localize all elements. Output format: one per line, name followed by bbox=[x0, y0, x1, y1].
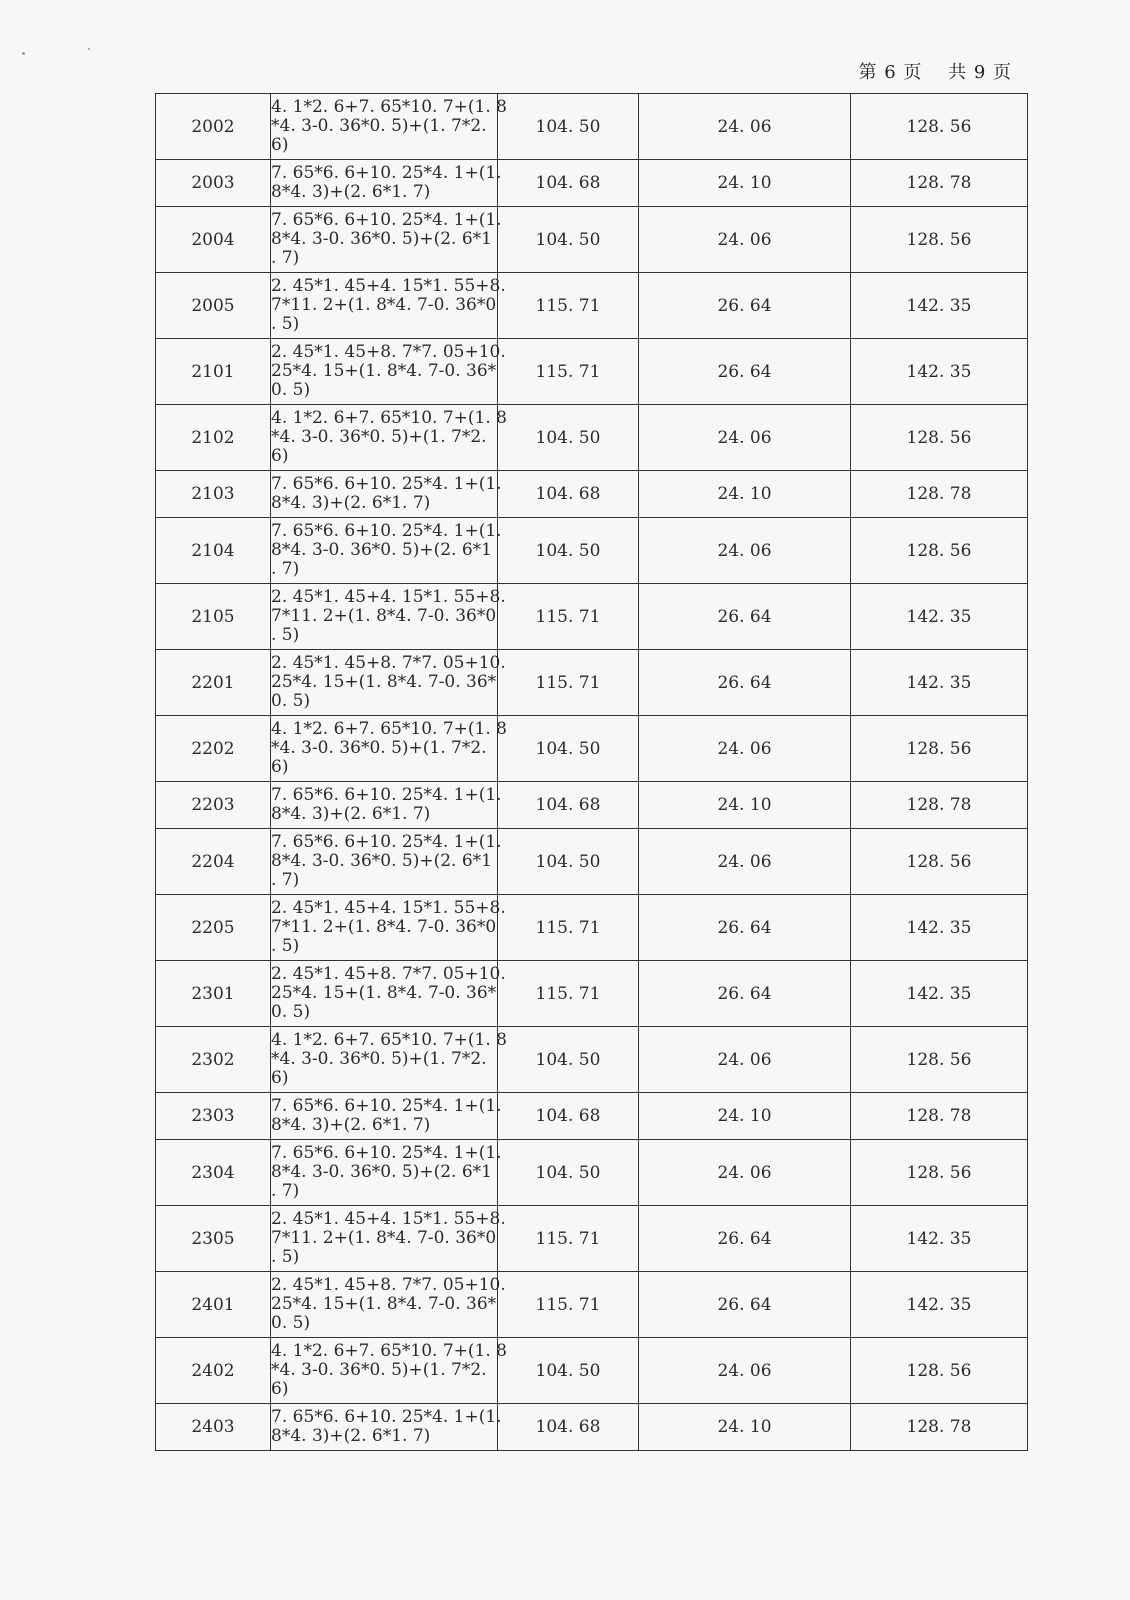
area-formula-cell: 7. 65*6. 6+10. 25*4. 1+(1. 8*4. 3)+(2. 6*1. 7) bbox=[271, 1404, 498, 1451]
area-formula-cell: 2. 45*1. 45+4. 15*1. 55+8. 7*11. 2+(1. 8*4. 7-0. 36*0 . 5) bbox=[271, 273, 498, 339]
shared-area-cell: 24. 06 bbox=[639, 94, 851, 160]
area-formula-cell: 7. 65*6. 6+10. 25*4. 1+(1. 8*4. 3-0. 36*0. 5)+(2. 6*1 . 7) bbox=[271, 207, 498, 273]
total-area-cell: 128. 56 bbox=[851, 829, 1028, 895]
shared-area-cell: 24. 06 bbox=[639, 1140, 851, 1206]
shared-area-cell: 24. 06 bbox=[639, 1027, 851, 1093]
total-area-cell: 142. 35 bbox=[851, 895, 1028, 961]
room-number-cell: 2302 bbox=[156, 1027, 271, 1093]
room-number-cell: 2102 bbox=[156, 405, 271, 471]
shared-area-cell: 24. 06 bbox=[639, 1338, 851, 1404]
area-value-cell: 104. 50 bbox=[498, 207, 639, 273]
table-row bbox=[156, 829, 1028, 895]
area-value-cell: 104. 50 bbox=[498, 1338, 639, 1404]
room-number-cell: 2303 bbox=[156, 1093, 271, 1140]
area-formula-cell: 7. 65*6. 6+10. 25*4. 1+(1. 8*4. 3)+(2. 6*1. 7) bbox=[271, 160, 498, 207]
room-number-cell: 2301 bbox=[156, 961, 271, 1027]
shared-area-cell: 26. 64 bbox=[639, 584, 851, 650]
area-formula-cell: 7. 65*6. 6+10. 25*4. 1+(1. 8*4. 3)+(2. 6*1. 7) bbox=[271, 1093, 498, 1140]
area-formula-cell: 7. 65*6. 6+10. 25*4. 1+(1. 8*4. 3)+(2. 6*1. 7) bbox=[271, 782, 498, 829]
area-value-cell: 104. 50 bbox=[498, 94, 639, 160]
area-value-cell: 104. 50 bbox=[498, 829, 639, 895]
total-area-cell: 128. 78 bbox=[851, 471, 1028, 518]
area-formula-cell: 7. 65*6. 6+10. 25*4. 1+(1. 8*4. 3-0. 36*0. 5)+(2. 6*1 . 7) bbox=[271, 829, 498, 895]
area-formula-cell: 7. 65*6. 6+10. 25*4. 1+(1. 8*4. 3-0. 36*0. 5)+(2. 6*1 . 7) bbox=[271, 1140, 498, 1206]
room-number-cell: 2003 bbox=[156, 160, 271, 207]
total-area-cell: 128. 56 bbox=[851, 1338, 1028, 1404]
room-number-cell: 2403 bbox=[156, 1404, 271, 1451]
table-row bbox=[156, 584, 1028, 650]
total-area-cell: 142. 35 bbox=[851, 650, 1028, 716]
room-number-cell: 2401 bbox=[156, 1272, 271, 1338]
total-area-cell: 128. 78 bbox=[851, 782, 1028, 829]
table-row bbox=[156, 1093, 1028, 1140]
table-row bbox=[156, 1140, 1028, 1206]
scan-speck bbox=[88, 48, 90, 50]
table-row bbox=[156, 207, 1028, 273]
total-area-cell: 128. 56 bbox=[851, 518, 1028, 584]
area-value-cell: 104. 68 bbox=[498, 160, 639, 207]
area-value-cell: 104. 68 bbox=[498, 471, 639, 518]
table-row bbox=[156, 782, 1028, 829]
table-row bbox=[156, 961, 1028, 1027]
area-formula-cell: 4. 1*2. 6+7. 65*10. 7+(1. 8 *4. 3-0. 36*0. 5)+(1. 7*2. 6) bbox=[271, 1027, 498, 1093]
shared-area-cell: 24. 10 bbox=[639, 782, 851, 829]
room-number-cell: 2104 bbox=[156, 518, 271, 584]
area-formula-cell: 4. 1*2. 6+7. 65*10. 7+(1. 8 *4. 3-0. 36*0. 5)+(1. 7*2. 6) bbox=[271, 1338, 498, 1404]
room-number-cell: 2004 bbox=[156, 207, 271, 273]
shared-area-cell: 24. 06 bbox=[639, 829, 851, 895]
table-row bbox=[156, 94, 1028, 160]
room-number-cell: 2005 bbox=[156, 273, 271, 339]
area-value-cell: 104. 50 bbox=[498, 716, 639, 782]
total-area-cell: 128. 78 bbox=[851, 160, 1028, 207]
area-formula-cell: 2. 45*1. 45+8. 7*7. 05+10. 25*4. 15+(1. 8*4. 7-0. 36* 0. 5) bbox=[271, 650, 498, 716]
area-value-cell: 115. 71 bbox=[498, 1272, 639, 1338]
room-number-cell: 2105 bbox=[156, 584, 271, 650]
shared-area-cell: 26. 64 bbox=[639, 273, 851, 339]
shared-area-cell: 24. 10 bbox=[639, 1093, 851, 1140]
shared-area-cell: 26. 64 bbox=[639, 339, 851, 405]
area-value-cell: 104. 50 bbox=[498, 518, 639, 584]
room-number-cell: 2203 bbox=[156, 782, 271, 829]
room-number-cell: 2002 bbox=[156, 94, 271, 160]
area-value-cell: 115. 71 bbox=[498, 339, 639, 405]
room-number-cell: 2103 bbox=[156, 471, 271, 518]
room-number-cell: 2204 bbox=[156, 829, 271, 895]
area-value-cell: 115. 71 bbox=[498, 1206, 639, 1272]
area-value-cell: 104. 68 bbox=[498, 782, 639, 829]
area-formula-cell: 7. 65*6. 6+10. 25*4. 1+(1. 8*4. 3)+(2. 6*1. 7) bbox=[271, 471, 498, 518]
table-row bbox=[156, 1206, 1028, 1272]
shared-area-cell: 24. 06 bbox=[639, 207, 851, 273]
shared-area-cell: 24. 06 bbox=[639, 716, 851, 782]
scan-speck bbox=[22, 52, 25, 55]
area-formula-cell: 2. 45*1. 45+8. 7*7. 05+10. 25*4. 15+(1. 8*4. 7-0. 36* 0. 5) bbox=[271, 339, 498, 405]
table-row bbox=[156, 716, 1028, 782]
total-area-cell: 128. 56 bbox=[851, 207, 1028, 273]
table-row bbox=[156, 1027, 1028, 1093]
area-value-cell: 104. 68 bbox=[498, 1093, 639, 1140]
shared-area-cell: 26. 64 bbox=[639, 895, 851, 961]
area-formula-cell: 4. 1*2. 6+7. 65*10. 7+(1. 8 *4. 3-0. 36*0. 5)+(1. 7*2. 6) bbox=[271, 94, 498, 160]
total-area-cell: 128. 56 bbox=[851, 94, 1028, 160]
room-number-cell: 2205 bbox=[156, 895, 271, 961]
area-value-cell: 115. 71 bbox=[498, 584, 639, 650]
total-area-cell: 142. 35 bbox=[851, 961, 1028, 1027]
area-formula-cell: 2. 45*1. 45+4. 15*1. 55+8. 7*11. 2+(1. 8*4. 7-0. 36*0 . 5) bbox=[271, 895, 498, 961]
shared-area-cell: 24. 06 bbox=[639, 518, 851, 584]
room-number-cell: 2305 bbox=[156, 1206, 271, 1272]
total-area-cell: 128. 78 bbox=[851, 1093, 1028, 1140]
total-area-cell: 142. 35 bbox=[851, 1206, 1028, 1272]
area-formula-cell: 2. 45*1. 45+8. 7*7. 05+10. 25*4. 15+(1. 8*4. 7-0. 36* 0. 5) bbox=[271, 1272, 498, 1338]
table-row bbox=[156, 1272, 1028, 1338]
area-table bbox=[155, 93, 1028, 1451]
total-area-cell: 128. 56 bbox=[851, 1027, 1028, 1093]
shared-area-cell: 26. 64 bbox=[639, 1272, 851, 1338]
table-row bbox=[156, 895, 1028, 961]
area-value-cell: 115. 71 bbox=[498, 273, 639, 339]
room-number-cell: 2202 bbox=[156, 716, 271, 782]
total-area-cell: 142. 35 bbox=[851, 1272, 1028, 1338]
area-value-cell: 115. 71 bbox=[498, 650, 639, 716]
area-formula-cell: 4. 1*2. 6+7. 65*10. 7+(1. 8 *4. 3-0. 36*0. 5)+(1. 7*2. 6) bbox=[271, 716, 498, 782]
shared-area-cell: 24. 10 bbox=[639, 1404, 851, 1451]
total-area-cell: 128. 56 bbox=[851, 405, 1028, 471]
shared-area-cell: 26. 64 bbox=[639, 961, 851, 1027]
area-formula-cell: 2. 45*1. 45+4. 15*1. 55+8. 7*11. 2+(1. 8*4. 7-0. 36*0 . 5) bbox=[271, 1206, 498, 1272]
table-row bbox=[156, 650, 1028, 716]
room-number-cell: 2402 bbox=[156, 1338, 271, 1404]
shared-area-cell: 26. 64 bbox=[639, 1206, 851, 1272]
table-row bbox=[156, 273, 1028, 339]
area-table-body bbox=[156, 94, 1028, 1451]
area-value-cell: 104. 50 bbox=[498, 405, 639, 471]
table-row bbox=[156, 160, 1028, 207]
area-formula-cell: 7. 65*6. 6+10. 25*4. 1+(1. 8*4. 3-0. 36*0. 5)+(2. 6*1 . 7) bbox=[271, 518, 498, 584]
shared-area-cell: 24. 10 bbox=[639, 471, 851, 518]
total-area-cell: 142. 35 bbox=[851, 584, 1028, 650]
table-row bbox=[156, 405, 1028, 471]
shared-area-cell: 26. 64 bbox=[639, 650, 851, 716]
page-number: 第 6 页 共 9 页 bbox=[858, 62, 1012, 83]
table-row bbox=[156, 339, 1028, 405]
area-value-cell: 104. 50 bbox=[498, 1140, 639, 1206]
area-value-cell: 104. 50 bbox=[498, 1027, 639, 1093]
total-area-cell: 142. 35 bbox=[851, 273, 1028, 339]
area-formula-cell: 4. 1*2. 6+7. 65*10. 7+(1. 8 *4. 3-0. 36*0. 5)+(1. 7*2. 6) bbox=[271, 405, 498, 471]
area-value-cell: 115. 71 bbox=[498, 895, 639, 961]
shared-area-cell: 24. 06 bbox=[639, 405, 851, 471]
table-row bbox=[156, 518, 1028, 584]
table-row bbox=[156, 471, 1028, 518]
room-number-cell: 2201 bbox=[156, 650, 271, 716]
table-row bbox=[156, 1404, 1028, 1451]
room-number-cell: 2101 bbox=[156, 339, 271, 405]
total-area-cell: 128. 78 bbox=[851, 1404, 1028, 1451]
area-formula-cell: 2. 45*1. 45+4. 15*1. 55+8. 7*11. 2+(1. 8*4. 7-0. 36*0 . 5) bbox=[271, 584, 498, 650]
total-area-cell: 142. 35 bbox=[851, 339, 1028, 405]
room-number-cell: 2304 bbox=[156, 1140, 271, 1206]
area-value-cell: 104. 68 bbox=[498, 1404, 639, 1451]
table-row bbox=[156, 1338, 1028, 1404]
shared-area-cell: 24. 10 bbox=[639, 160, 851, 207]
area-value-cell: 115. 71 bbox=[498, 961, 639, 1027]
total-area-cell: 128. 56 bbox=[851, 1140, 1028, 1206]
area-formula-cell: 2. 45*1. 45+8. 7*7. 05+10. 25*4. 15+(1. 8*4. 7-0. 36* 0. 5) bbox=[271, 961, 498, 1027]
total-area-cell: 128. 56 bbox=[851, 716, 1028, 782]
